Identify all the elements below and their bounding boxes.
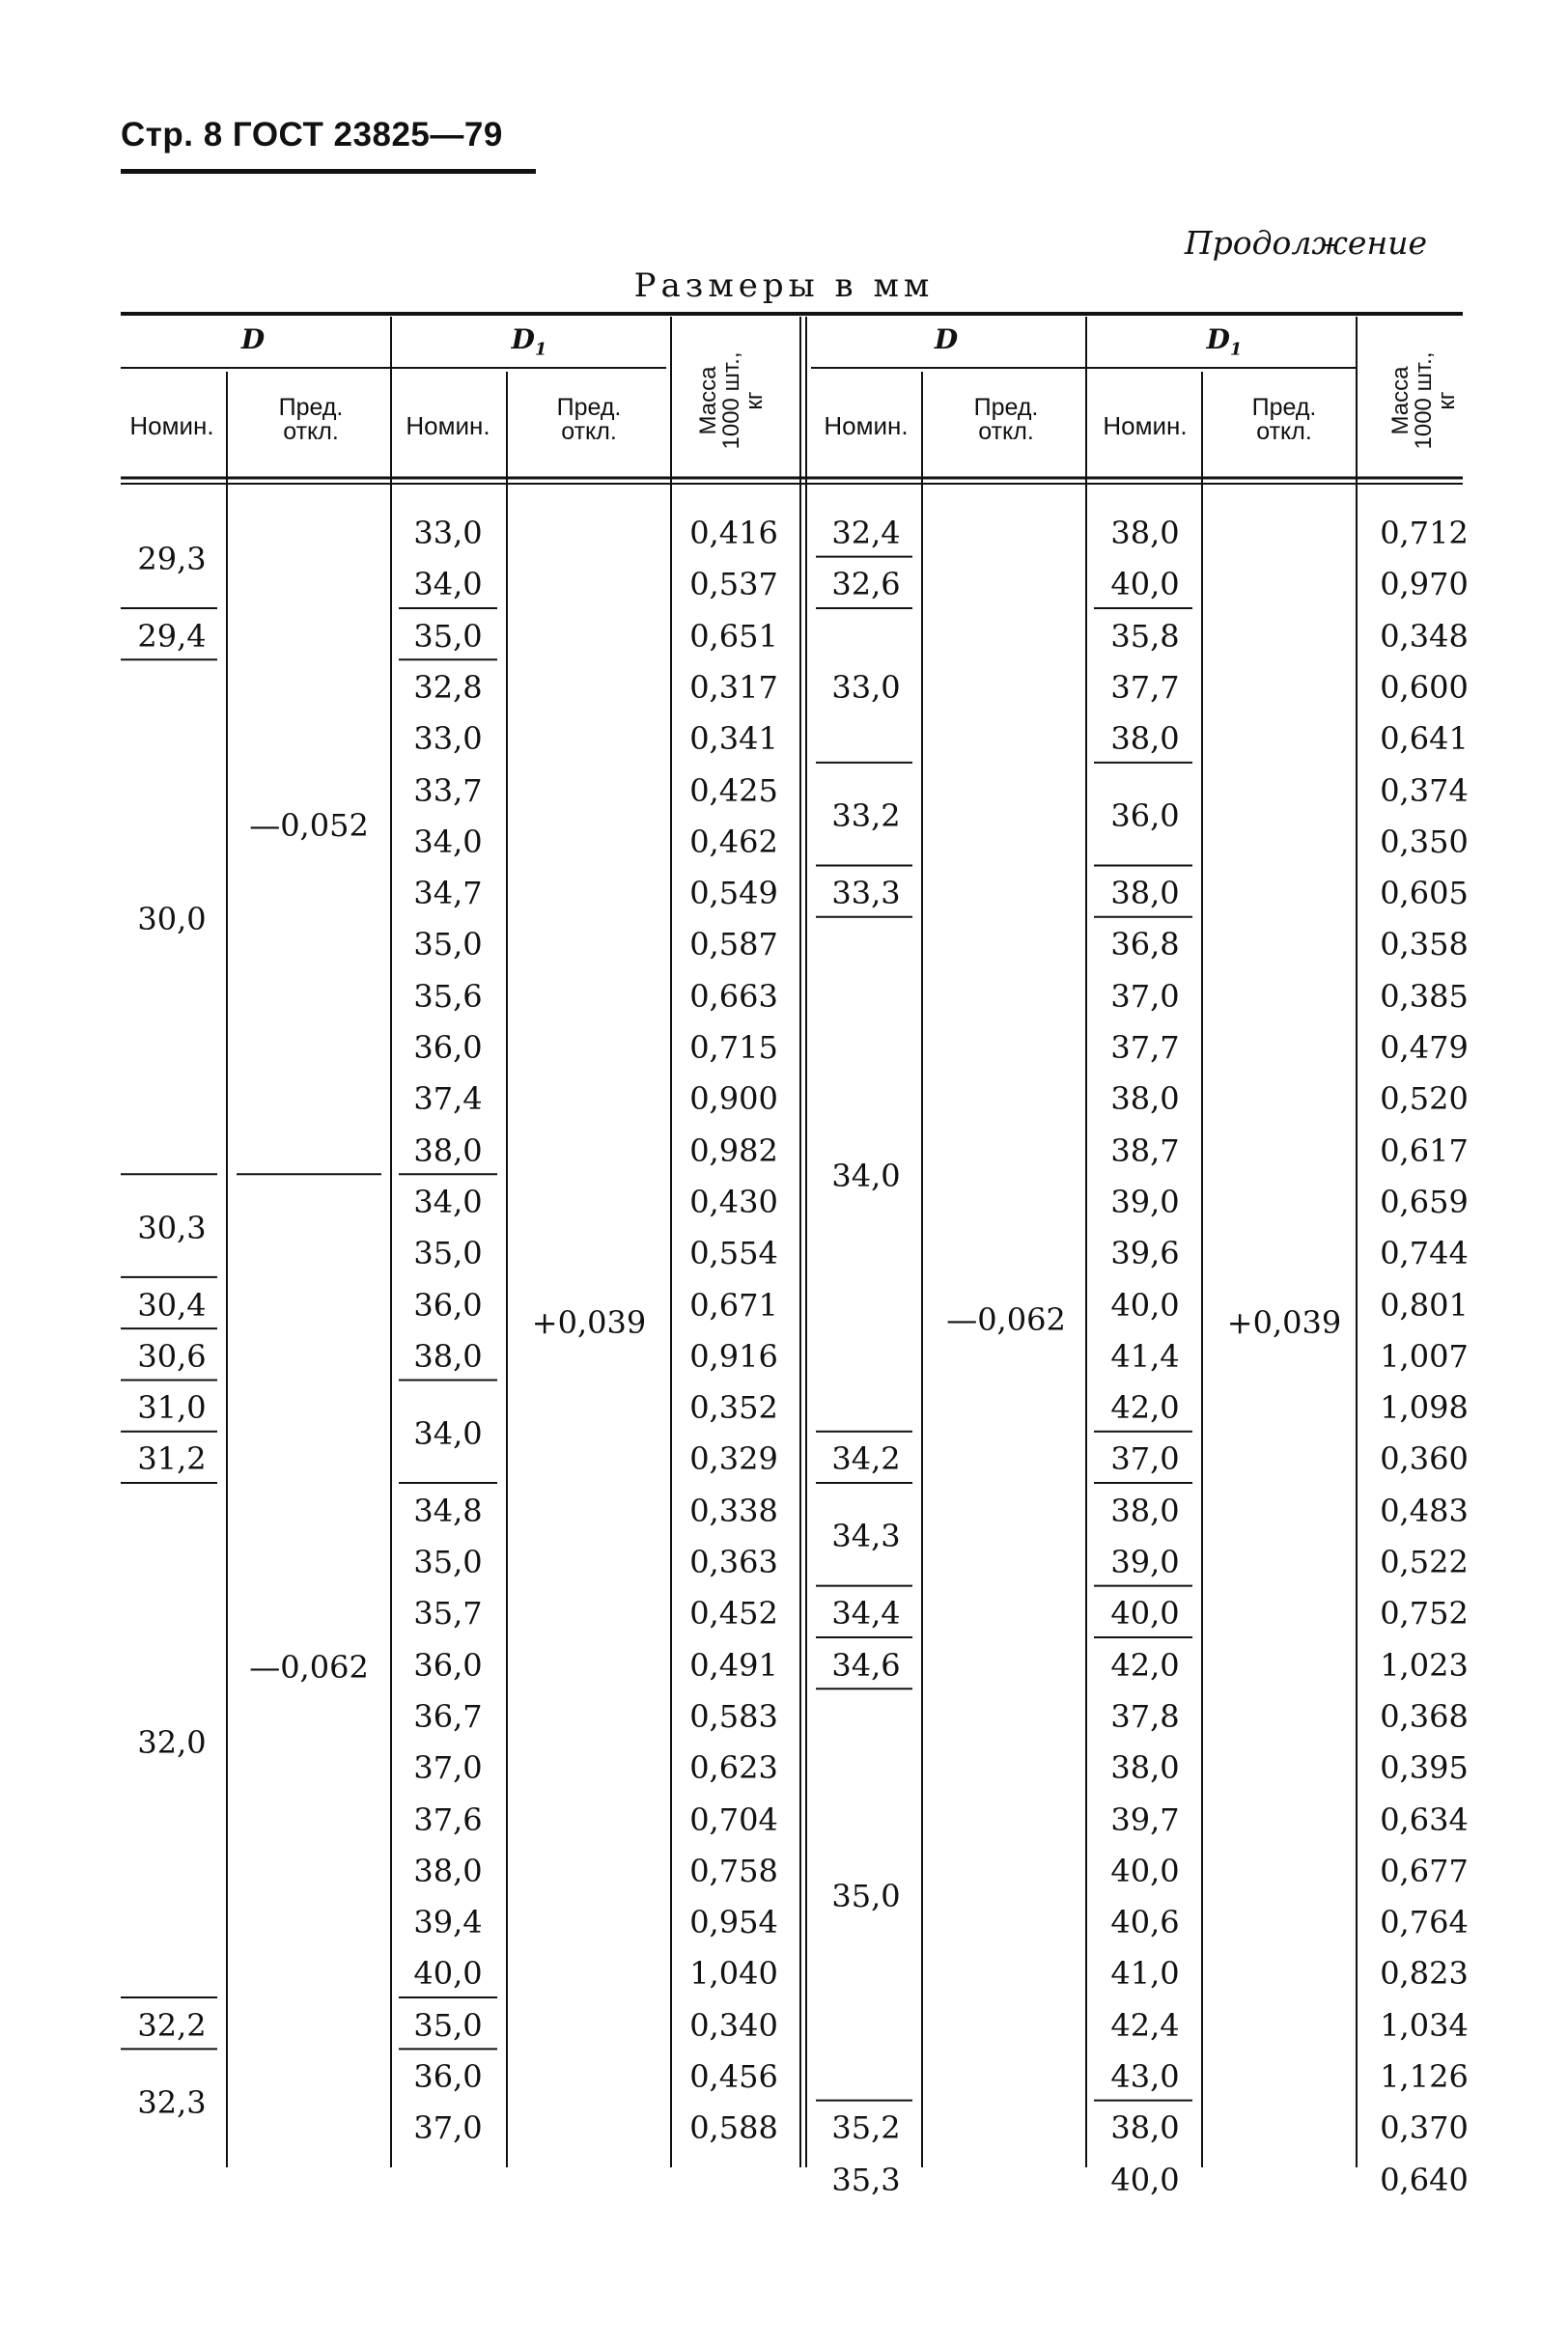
left-mass-cell: 0,425 (689, 771, 778, 809)
left-d-nominal-cell: 29,3 (137, 540, 207, 577)
left-mass-cell: 0,352 (689, 1389, 778, 1427)
right-d1-nominal-cell: 38,0 (1110, 1080, 1180, 1118)
left-d1-nominal-cell: 39,4 (413, 1904, 483, 1941)
left-mass-cell: 0,341 (689, 720, 778, 758)
mass-line3: кг (1434, 391, 1460, 410)
page-header: Стр. 8 ГОСТ 23825—79 (121, 116, 503, 154)
right-d1-nominal-cell: 40,0 (1110, 1852, 1180, 1889)
right-d1-deviation: +0,039 (1226, 1304, 1342, 1341)
right-mass-cell: 1,126 (1380, 2058, 1469, 2095)
right-d-nominal-cell: 34,2 (831, 1440, 901, 1478)
left-mass-cell: 0,554 (689, 1235, 778, 1272)
right-d1-nominal-cell: 39,6 (1110, 1235, 1180, 1272)
right-d1-nominal-cell: 37,7 (1110, 668, 1180, 706)
left-d1-nominal-cell: 35,0 (413, 926, 483, 963)
d1-letter: D (511, 323, 535, 355)
left-mass-cell: 0,491 (689, 1646, 778, 1684)
d1-letter: D (1206, 323, 1230, 355)
left-d-nominal-cell: 30,6 (137, 1337, 207, 1375)
left-d1-nominal-cell: 36,0 (413, 1029, 483, 1066)
left-d-nominal-cell: 31,2 (137, 1440, 207, 1478)
left-d1-nominal-cell: 38,0 (413, 1337, 483, 1375)
left-d1-nominal-cell: 35,0 (413, 2006, 483, 2044)
header-deviation-d-left (279, 396, 344, 444)
right-mass-cell: 0,360 (1380, 1440, 1469, 1478)
deviation-line2: откл. (1256, 418, 1312, 445)
header-deviation-d1-right (1252, 396, 1317, 444)
left-d1-nominal-cell: 35,6 (413, 977, 483, 1015)
left-mass-cell: 0,416 (689, 515, 778, 551)
deviation-line2: откл. (978, 418, 1034, 445)
right-d1-nominal-cell: 37,8 (1110, 1697, 1180, 1735)
left-d1-nominal-cell: 34,0 (413, 566, 483, 603)
header-mass-right (1389, 352, 1459, 450)
right-d1-nominal-cell: 40,0 (1110, 1286, 1180, 1324)
right-mass-cell: 1,007 (1380, 1337, 1469, 1375)
left-mass-cell: 0,651 (689, 617, 778, 655)
right-d1-nominal-cell: 41,0 (1110, 1955, 1180, 1993)
left-mass-cell: 0,462 (689, 823, 778, 860)
deviation-line1: Пред. (278, 394, 344, 421)
right-d-nominal-cell: 32,6 (831, 566, 901, 603)
header-nominal-d1-left: Номин. (406, 411, 490, 440)
right-d-nominal-cell: 34,0 (831, 1158, 901, 1195)
right-d1-nominal-cell: 43,0 (1110, 2058, 1180, 2095)
left-mass-cell: 0,954 (689, 1904, 778, 1941)
header-group-d-left: D (240, 323, 266, 355)
left-mass-cell: 0,456 (689, 2058, 778, 2095)
right-d-nominal-cell: 35,2 (831, 2109, 901, 2147)
left-mass-cell: 0,623 (689, 1749, 778, 1787)
left-mass-cell: 0,549 (689, 875, 778, 912)
left-mass-cell: 0,663 (689, 977, 778, 1015)
left-mass-cell: 0,758 (689, 1852, 778, 1889)
right-d1-nominal-cell: 35,8 (1110, 617, 1180, 655)
deviation-line1: Пред. (1251, 394, 1317, 421)
right-d1-nominal-cell: 40,0 (1110, 1595, 1180, 1633)
left-d1-nominal-cell: 37,4 (413, 1080, 483, 1118)
d1-subscript: 1 (1229, 339, 1243, 360)
mass-line2: 1000 шт., (718, 351, 744, 450)
left-mass-cell: 0,671 (689, 1286, 778, 1324)
left-mass-cell: 0,583 (689, 1697, 778, 1735)
right-d-nominal-cell: 35,0 (831, 1878, 901, 1915)
left-mass-cell: 0,452 (689, 1595, 778, 1633)
continuation-label: Продолжение (1184, 224, 1427, 262)
right-d1-nominal-cell: 38,0 (1110, 720, 1180, 758)
right-d1-nominal-cell: 39,0 (1110, 1544, 1180, 1580)
left-d-nominal-cell: 32,0 (137, 1723, 207, 1761)
left-mass-cell: 0,588 (689, 2109, 778, 2147)
right-mass-cell: 0,605 (1380, 875, 1469, 912)
left-d1-nominal-cell: 34,0 (413, 823, 483, 860)
right-mass-cell: 0,395 (1380, 1749, 1469, 1787)
header-deviation-d1-left (557, 396, 622, 444)
right-mass-cell: 0,659 (1380, 1183, 1469, 1220)
left-d-nominal-cell: 32,2 (137, 2006, 207, 2044)
right-d1-nominal-cell: 40,6 (1110, 1904, 1180, 1941)
right-mass-cell: 0,368 (1380, 1697, 1469, 1735)
left-d1-nominal-cell: 36,7 (413, 1697, 483, 1735)
header-group-d1-right (1206, 323, 1243, 360)
left-d1-nominal-cell: 33,0 (413, 720, 483, 758)
right-d1-nominal-cell: 42,0 (1110, 1646, 1180, 1684)
left-d1-nominal-cell: 33,0 (413, 515, 483, 551)
left-d1-nominal-cell: 33,7 (413, 771, 483, 809)
right-mass-cell: 0,370 (1380, 2109, 1469, 2147)
left-mass-cell: 0,340 (689, 2006, 778, 2044)
left-d1-nominal-cell: 32,8 (413, 668, 483, 706)
units-label: Размеры в мм (633, 266, 935, 305)
right-d1-nominal-cell: 38,0 (1110, 515, 1180, 551)
right-d1-nominal-cell: 39,7 (1110, 1801, 1180, 1838)
right-mass-cell: 0,479 (1380, 1029, 1469, 1066)
left-mass-cell: 0,537 (689, 566, 778, 603)
header-mass-left (697, 352, 767, 450)
right-mass-cell: 1,023 (1380, 1646, 1469, 1684)
deviation-line1: Пред. (556, 394, 622, 421)
right-mass-cell: 0,823 (1380, 1955, 1469, 1993)
left-d1-nominal-cell: 37,0 (413, 1749, 483, 1787)
right-d-nominal-cell: 33,2 (831, 797, 901, 835)
left-d1-nominal-cell: 37,6 (413, 1801, 483, 1838)
right-d1-nominal-cell: 41,4 (1110, 1337, 1180, 1375)
right-mass-cell: 0,752 (1380, 1595, 1469, 1633)
left-d1-nominal-cell: 35,7 (413, 1595, 483, 1633)
right-mass-cell: 0,358 (1380, 926, 1469, 963)
left-d1-nominal-cell: 35,0 (413, 617, 483, 655)
right-d1-nominal-cell: 36,0 (1110, 797, 1180, 835)
mass-line1: Масса (695, 366, 721, 435)
right-d1-nominal-cell: 42,0 (1110, 1389, 1180, 1427)
left-d1-nominal-cell: 38,0 (413, 1131, 483, 1169)
right-mass-cell: 1,034 (1380, 2006, 1469, 2044)
right-mass-cell: 0,348 (1380, 617, 1469, 655)
left-d1-nominal-cell: 34,7 (413, 875, 483, 912)
right-d-nominal-cell: 32,4 (831, 515, 901, 551)
left-d1-nominal-cell: 35,0 (413, 1235, 483, 1272)
left-d1-nominal-cell: 35,0 (413, 1544, 483, 1580)
right-mass-cell: 0,634 (1380, 1801, 1469, 1838)
left-d1-nominal-cell: 34,0 (413, 1414, 483, 1452)
left-d-nominal-cell: 29,4 (137, 617, 207, 655)
left-d-nominal-cell: 31,0 (137, 1389, 207, 1427)
left-mass-cell: 0,900 (689, 1080, 778, 1118)
left-d1-nominal-cell: 36,0 (413, 2058, 483, 2095)
left-mass-cell: 1,040 (689, 1955, 778, 1993)
left-mass-cell: 0,704 (689, 1801, 778, 1838)
header-nominal-d1-right: Номин. (1103, 411, 1188, 440)
right-mass-cell: 0,677 (1380, 1852, 1469, 1889)
right-mass-cell: 0,801 (1380, 1286, 1469, 1324)
left-d-nominal-cell: 30,0 (137, 900, 207, 937)
d1-subscript: 1 (534, 339, 547, 360)
right-d1-nominal-cell: 39,0 (1110, 1183, 1180, 1220)
left-mass-cell: 0,317 (689, 668, 778, 706)
left-mass-cell: 0,587 (689, 926, 778, 963)
left-d1-nominal-cell: 36,0 (413, 1646, 483, 1684)
right-d-nominal-cell: 34,4 (831, 1595, 901, 1633)
right-d1-nominal-cell: 37,7 (1110, 1029, 1180, 1066)
left-d-nominal-cell: 30,3 (137, 1209, 207, 1246)
right-d1-nominal-cell: 37,0 (1110, 1440, 1180, 1478)
right-d1-nominal-cell: 38,7 (1110, 1131, 1180, 1169)
left-mass-cell: 0,982 (689, 1131, 778, 1169)
right-mass-cell: 0,712 (1380, 515, 1469, 551)
mass-line1: Масса (1387, 366, 1414, 435)
right-mass-cell: 0,640 (1380, 2161, 1469, 2198)
right-mass-cell: 0,970 (1380, 566, 1469, 603)
right-mass-cell: 0,385 (1380, 977, 1469, 1015)
right-mass-cell: 0,641 (1380, 720, 1469, 758)
right-d1-nominal-cell: 38,0 (1110, 875, 1180, 912)
right-d1-nominal-cell: 36,8 (1110, 926, 1180, 963)
right-mass-cell: 0,483 (1380, 1492, 1469, 1529)
right-mass-cell: 1,098 (1380, 1389, 1469, 1427)
left-d1-nominal-cell: 37,0 (413, 2109, 483, 2147)
right-mass-cell: 0,744 (1380, 1235, 1469, 1272)
right-d1-nominal-cell: 38,0 (1110, 1749, 1180, 1787)
left-mass-cell: 0,338 (689, 1492, 778, 1529)
left-mass-cell: 0,430 (689, 1183, 778, 1220)
left-d-nominal-cell: 30,4 (137, 1286, 207, 1324)
left-d1-nominal-cell: 38,0 (413, 1852, 483, 1889)
right-d-nominal-cell: 34,3 (831, 1518, 901, 1555)
left-mass-cell: 0,916 (689, 1337, 778, 1375)
right-d1-nominal-cell: 38,0 (1110, 1492, 1180, 1529)
left-d1-deviation: +0,039 (531, 1304, 647, 1341)
right-d-deviation: —0,062 (946, 1301, 1066, 1338)
right-mass-cell: 0,764 (1380, 1904, 1469, 1941)
right-d1-nominal-cell: 38,0 (1110, 2109, 1180, 2147)
left-mass-cell: 0,329 (689, 1440, 778, 1478)
left-mass-cell: 0,363 (689, 1544, 778, 1580)
header-group-d1-left (511, 323, 547, 360)
left-d1-nominal-cell: 36,0 (413, 1286, 483, 1324)
right-d-nominal-cell: 35,3 (831, 2161, 901, 2198)
right-d-nominal-cell: 33,3 (831, 875, 901, 912)
right-mass-cell: 0,520 (1380, 1080, 1469, 1118)
header-group-d-right: D (934, 323, 959, 355)
right-d1-nominal-cell: 40,0 (1110, 2161, 1180, 2198)
header-nominal-d-right: Номин. (824, 411, 909, 440)
left-d-deviation: —0,062 (249, 1649, 369, 1686)
right-d-nominal-cell: 34,6 (831, 1646, 901, 1684)
mass-line2: 1000 шт., (1411, 351, 1437, 450)
right-d-nominal-cell: 33,0 (831, 668, 901, 706)
left-mass-cell: 0,715 (689, 1029, 778, 1066)
left-d-deviation: —0,052 (249, 807, 369, 844)
mass-line3: кг (742, 391, 768, 410)
deviation-line1: Пред. (973, 394, 1039, 421)
left-d1-nominal-cell: 34,0 (413, 1183, 483, 1220)
left-d1-nominal-cell: 34,8 (413, 1492, 483, 1529)
left-d-nominal-cell: 32,3 (137, 2083, 207, 2121)
right-mass-cell: 0,600 (1380, 668, 1469, 706)
left-d1-nominal-cell: 40,0 (413, 1955, 483, 1993)
header-deviation-d-right (974, 396, 1039, 444)
right-mass-cell: 0,617 (1380, 1131, 1469, 1169)
deviation-line2: откл. (283, 418, 339, 445)
right-mass-cell: 0,374 (1380, 771, 1469, 809)
right-mass-cell: 0,350 (1380, 823, 1469, 860)
header-nominal-d-left: Номин. (129, 411, 214, 440)
deviation-line2: откл. (561, 418, 617, 445)
right-d1-nominal-cell: 37,0 (1110, 977, 1180, 1015)
right-mass-cell: 0,522 (1380, 1544, 1469, 1580)
right-d1-nominal-cell: 42,4 (1110, 2006, 1180, 2044)
right-d1-nominal-cell: 40,0 (1110, 566, 1180, 603)
